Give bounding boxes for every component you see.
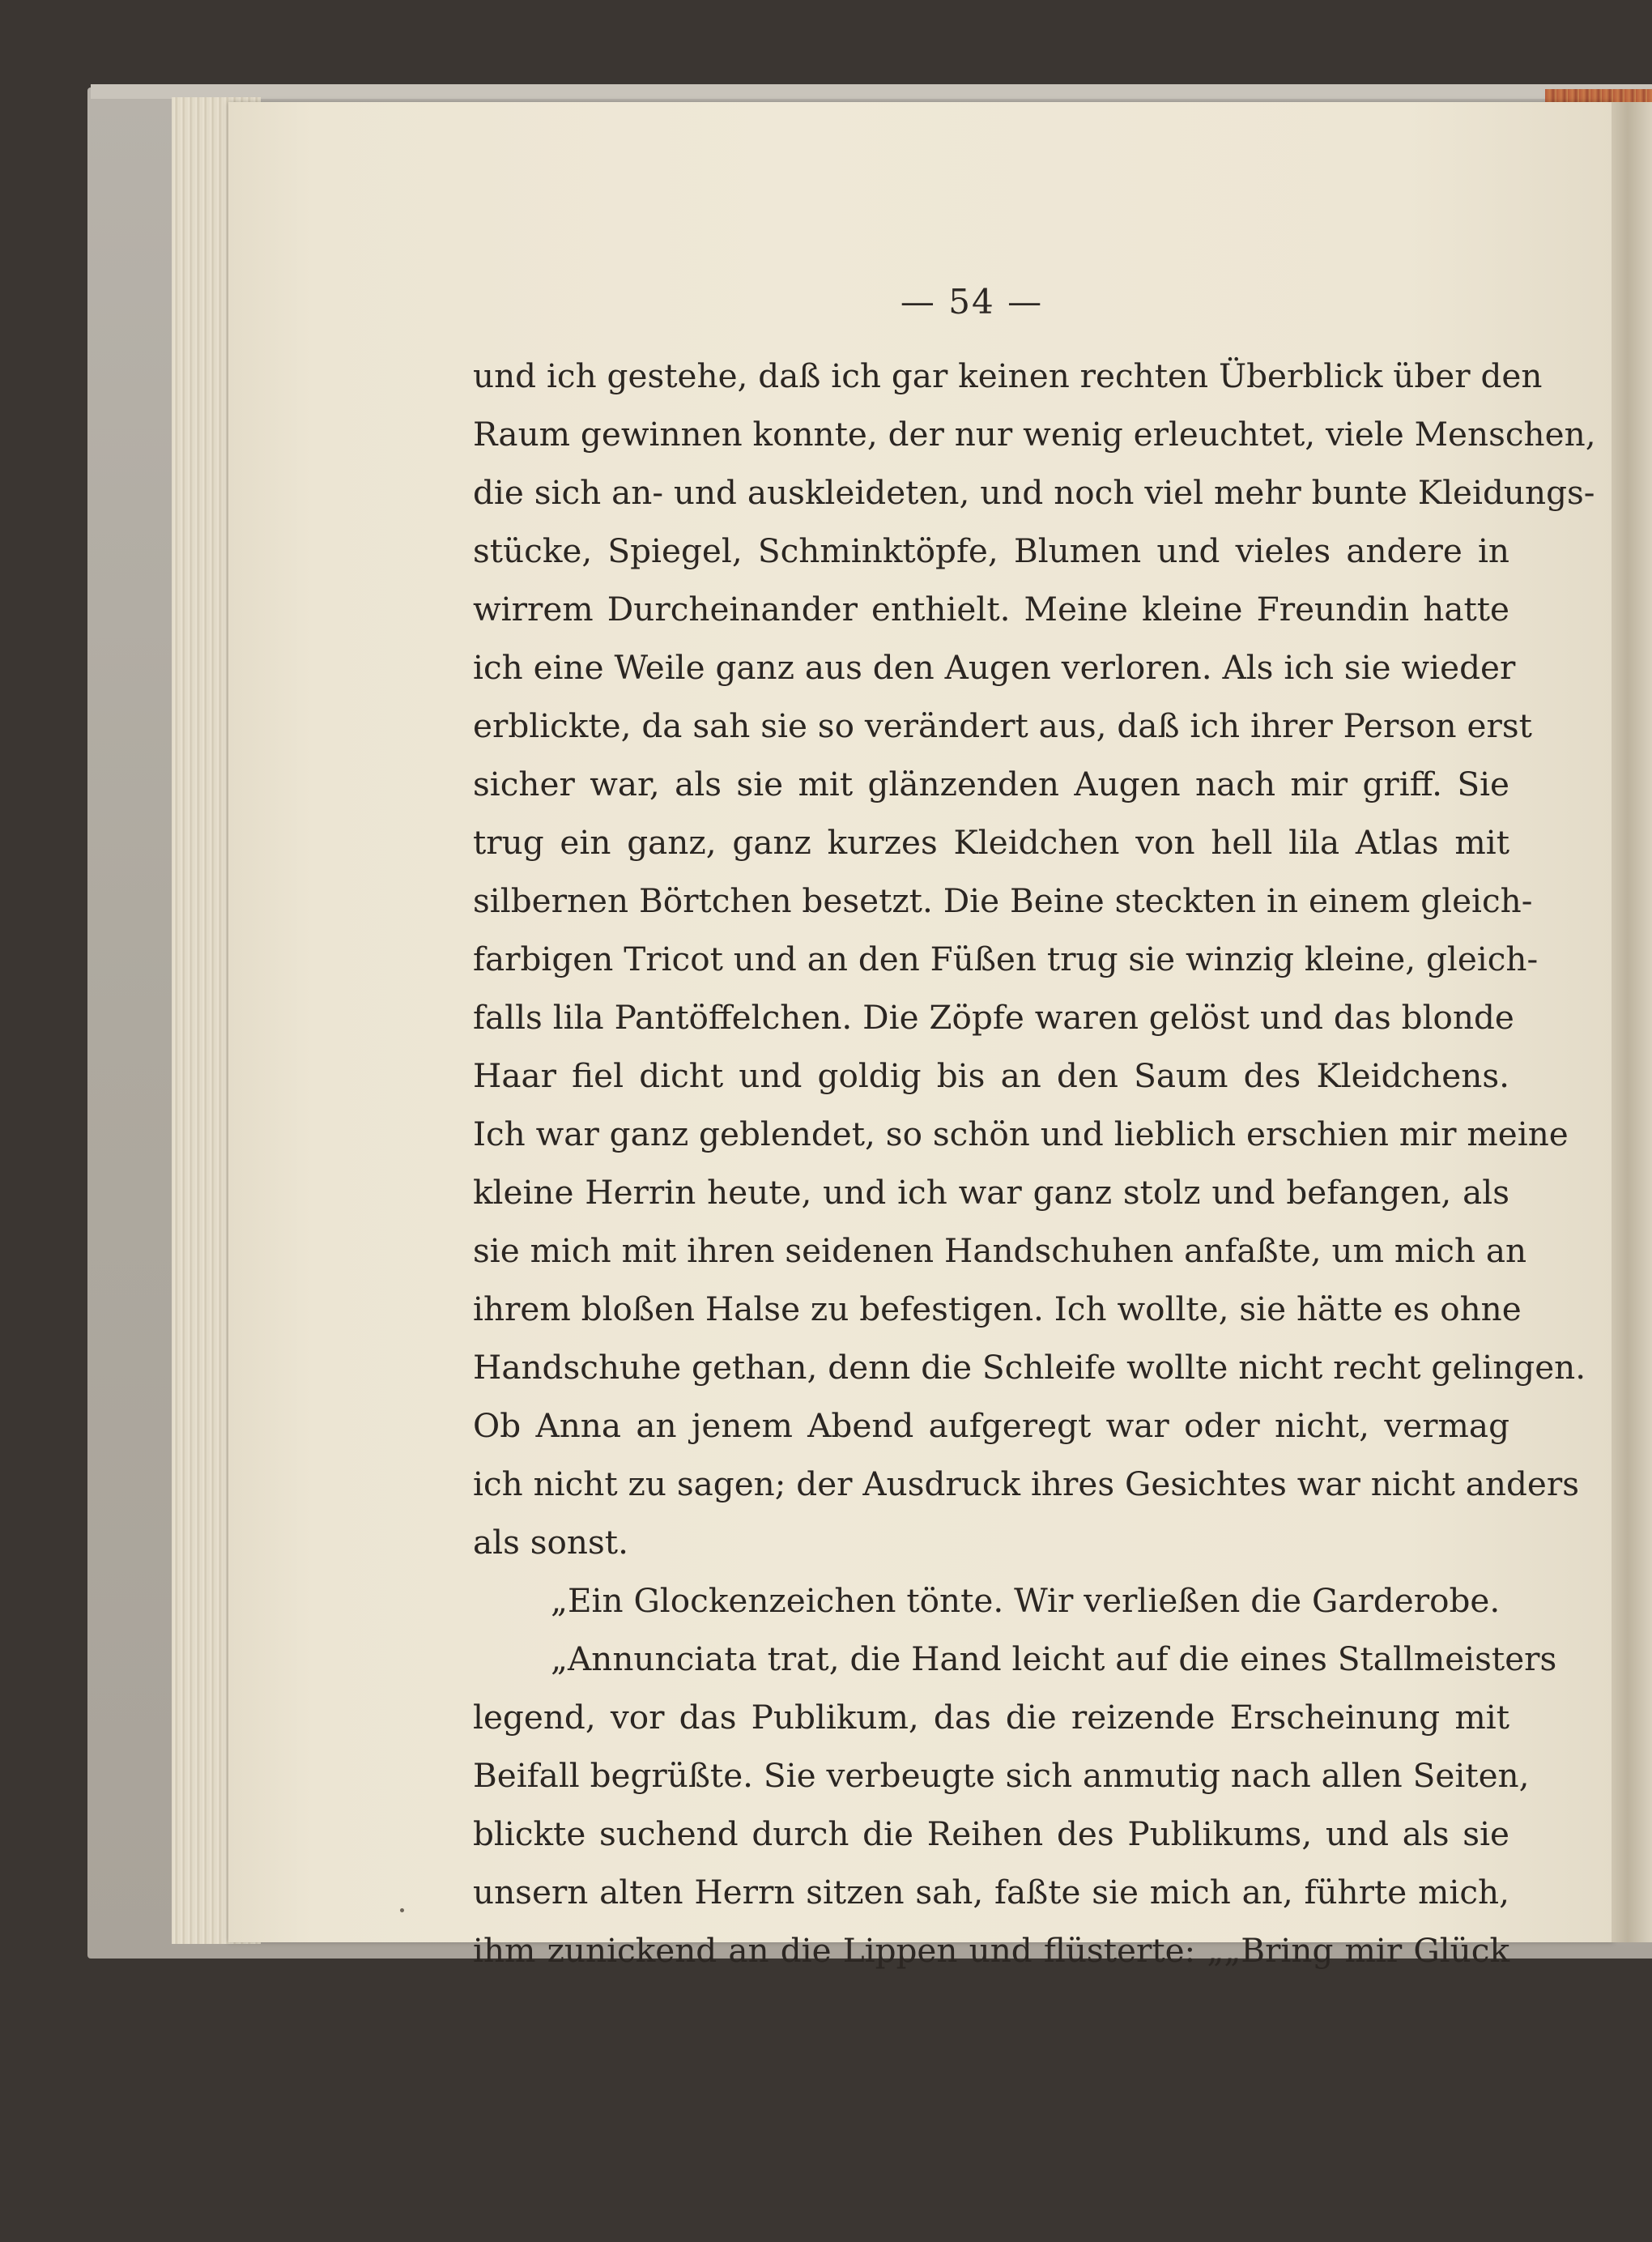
text-line: trug ein ganz, ganz kurzes Kleidchen von hell lila Atlas mit bbox=[473, 823, 1509, 862]
text-line: und ich gestehe, daß ich gar keinen rechten Überblick über den bbox=[473, 356, 1543, 395]
text-line: wirrem Durcheinander enthielt. Meine kleine Freundin hatte bbox=[473, 590, 1509, 629]
text-line: Beifall begrüßte. Sie verbeugte sich anmutig nach allen Seiten, bbox=[473, 1756, 1530, 1795]
page-text bbox=[473, 347, 1596, 1980]
page-number: — 54 — bbox=[900, 282, 1044, 322]
text-line: silbernen Börtchen besetzt. Die Beine steckten in einem gleich- bbox=[473, 881, 1533, 920]
paper-speck bbox=[400, 1908, 404, 1912]
text-line: die sich an- und auskleideten, und noch viel mehr bunte Kleidungs- bbox=[473, 473, 1595, 512]
text-line: blickte suchend durch die Reihen des Publikums, und als sie bbox=[473, 1814, 1509, 1853]
text-line-paragraph-start: „Ein Glockenzeichen tönte. Wir verließen die Garderobe. bbox=[551, 1581, 1501, 1620]
text-line: Raum gewinnen konnte, der nur wenig erleuchtet, viele Menschen, bbox=[473, 415, 1596, 454]
text-line: Ich war ganz geblendet, so schön und lieblich erschien mir meine bbox=[473, 1115, 1569, 1153]
text-line: ich nicht zu sagen; der Ausdruck ihres Gesichtes war nicht anders bbox=[473, 1464, 1579, 1503]
text-line: sicher war, als sie mit glänzenden Augen nach mir griff. Sie bbox=[473, 765, 1509, 803]
text-line: ihrem bloßen Halse zu befestigen. Ich wollte, sie hätte es ohne bbox=[473, 1289, 1522, 1328]
text-line: sie mich mit ihren seidenen Handschuhen anfaßte, um mich an bbox=[473, 1231, 1527, 1270]
text-line-paragraph-start: „Annunciata trat, die Hand leicht auf die eines Stallmeisters bbox=[551, 1639, 1557, 1678]
text-line: stücke, Spiegel, Schminktöpfe, Blumen und vieles andere in bbox=[473, 531, 1509, 570]
binding-gutter bbox=[1612, 102, 1652, 1942]
text-line-paragraph-end: als sonst. bbox=[473, 1523, 628, 1562]
text-line: unsern alten Herrn sitzen sah, faßte sie mich an, führte mich, bbox=[473, 1873, 1509, 1912]
text-line: legend, vor das Publikum, das die reizende Erscheinung mit bbox=[473, 1698, 1509, 1737]
book-cover-edge bbox=[91, 84, 1652, 99]
text-line: farbigen Tricot und an den Füßen trug sie winzig kleine, gleich- bbox=[473, 940, 1539, 978]
text-line: kleine Herrin heute, und ich war ganz stolz und befangen, als bbox=[473, 1173, 1509, 1212]
text-line: Handschuhe gethan, denn die Schleife wollte nicht recht gelingen. bbox=[473, 1348, 1586, 1387]
text-line: Ob Anna an jenem Abend aufgeregt war oder nicht, vermag bbox=[473, 1406, 1509, 1445]
text-line: Haar fiel dicht und goldig bis an den Saum des Kleidchens. bbox=[473, 1056, 1509, 1095]
text-line: ich eine Weile ganz aus den Augen verloren. Als ich sie wieder bbox=[473, 648, 1516, 687]
text-line: ihm zunickend an die Lippen und flüsterte: „„Bring mir Glück bbox=[473, 1931, 1509, 1970]
text-line: falls lila Pantöffelchen. Die Zöpfe waren gelöst und das blonde bbox=[473, 998, 1514, 1037]
text-line: erblickte, da sah sie so verändert aus, daß ich ihrer Person erst bbox=[473, 706, 1532, 745]
